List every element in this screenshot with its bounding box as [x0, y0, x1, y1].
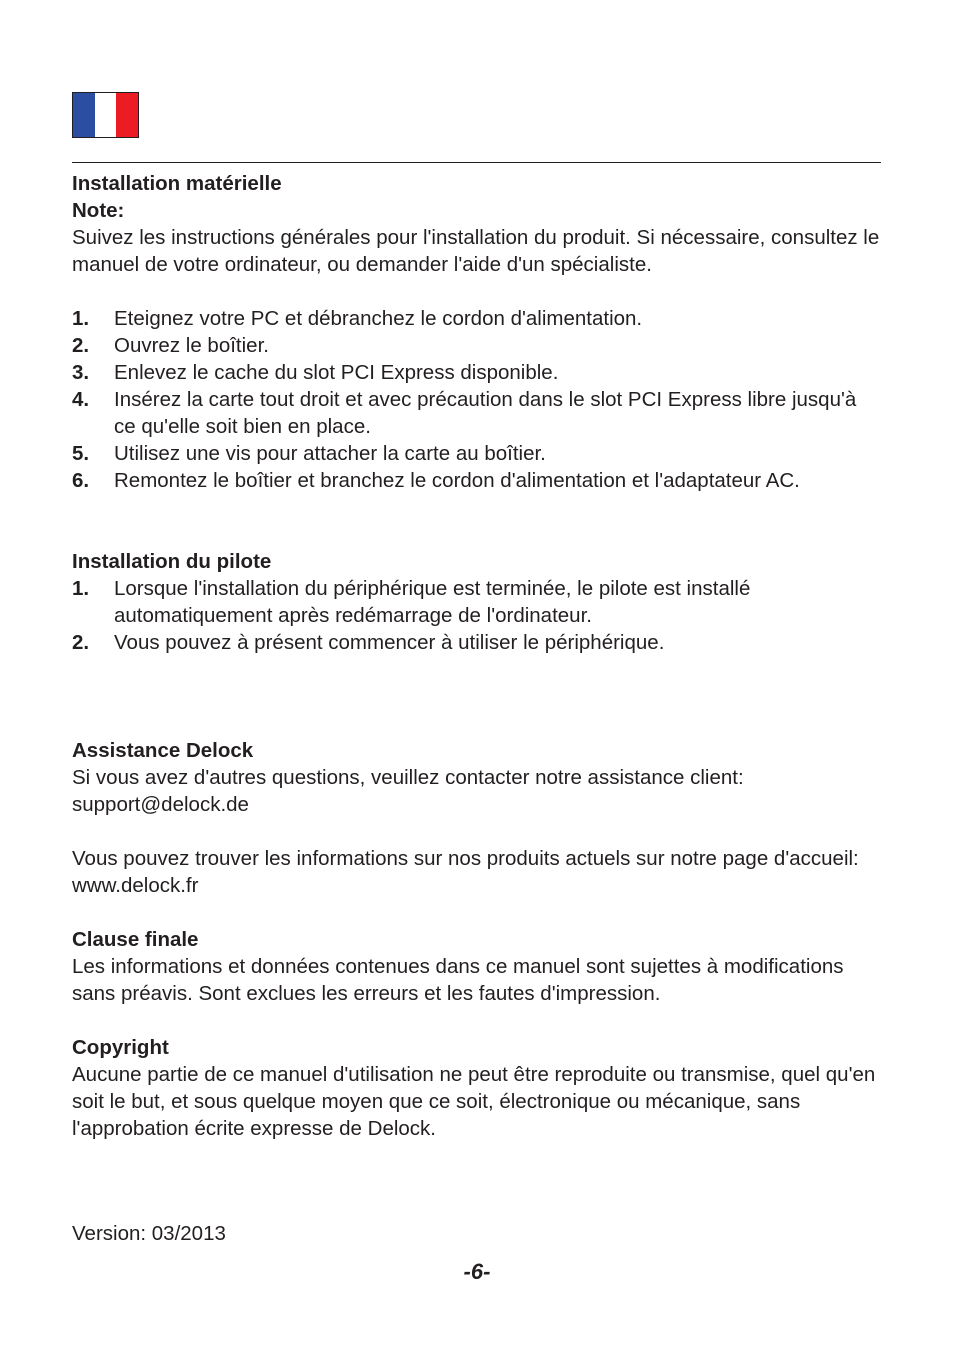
clause-text: Les informations et données contenues dans ce manuel sont sujettes à modifications sans préavis. Sont exclues les erreurs et les fautes d'impression. [72, 955, 844, 1005]
version-text: Version: 03/2013 [72, 1222, 226, 1245]
step-text: Lorsque l'installation du périphérique est terminée, le pilote est installé automatiquement après redémarrage de l'ordinateur. [114, 577, 751, 627]
list-item [72, 629, 882, 656]
step-text: Vous pouvez à présent commencer à utiliser le périphérique. [114, 631, 665, 654]
clause-heading: Clause finale [72, 928, 199, 951]
website-text: Vous pouvez trouver les informations sur nos produits actuels sur notre page d'accueil: www.delock.fr [72, 847, 859, 897]
page-number: -6- [463, 1259, 491, 1284]
page-content [72, 170, 882, 1142]
step-text: Ouvrez le boîtier. [114, 334, 269, 357]
support-heading: Assistance Delock [72, 739, 254, 762]
hardware-steps [72, 305, 882, 494]
flag-red-stripe [116, 93, 138, 137]
copyright-text: Aucune partie de ce manuel d'utilisation ne peut être reproduite ou transmise, quel qu'en soit le but, et sous quelque moyen que ce soit, électronique ou mécanique, sans l'approbation écrite expresse de Delock. [72, 1063, 876, 1140]
step-number: 2. [72, 631, 90, 654]
flag-white-stripe [95, 93, 117, 137]
driver-steps [72, 575, 882, 656]
support-text: Si vous avez d'autres questions, veuillez contacter notre assistance client: [72, 766, 744, 789]
list-item [72, 575, 882, 629]
note-text: Suivez les instructions générales pour l'installation du produit. Si nécessaire, consultez le manuel de votre ordinateur, ou demander l'aide d'un spécialiste. [72, 226, 880, 276]
list-item [72, 440, 882, 467]
copyright-heading: Copyright [72, 1036, 169, 1059]
step-number: 5. [72, 442, 90, 465]
step-text: Utilisez une vis pour attacher la carte au boîtier. [114, 442, 546, 465]
step-text: Enlevez le cache du slot PCI Express disponible. [114, 361, 559, 384]
step-number: 6. [72, 469, 90, 492]
step-text: Eteignez votre PC et débranchez le cordon d'alimentation. [114, 307, 643, 330]
step-number: 2. [72, 334, 90, 357]
list-item [72, 305, 882, 332]
header-divider [72, 162, 881, 163]
step-number: 1. [72, 577, 90, 600]
support-email: support@delock.de [72, 793, 249, 816]
list-item [72, 359, 882, 386]
step-text: Remontez le boîtier et branchez le cordon d'alimentation et l'adaptateur AC. [114, 469, 800, 492]
step-number: 4. [72, 388, 90, 411]
driver-heading: Installation du pilote [72, 550, 272, 573]
note-label: Note: [72, 199, 125, 222]
step-number: 1. [72, 307, 90, 330]
list-item [72, 467, 882, 494]
hardware-heading: Installation matérielle [72, 172, 282, 195]
step-text: Insérez la carte tout droit et avec précaution dans le slot PCI Express libre jusqu'à ce qu'elle soit bien en place. [114, 388, 857, 438]
list-item [72, 386, 882, 440]
list-item [72, 332, 882, 359]
france-flag-icon [72, 92, 139, 138]
flag-blue-stripe [73, 93, 95, 137]
step-number: 3. [72, 361, 90, 384]
